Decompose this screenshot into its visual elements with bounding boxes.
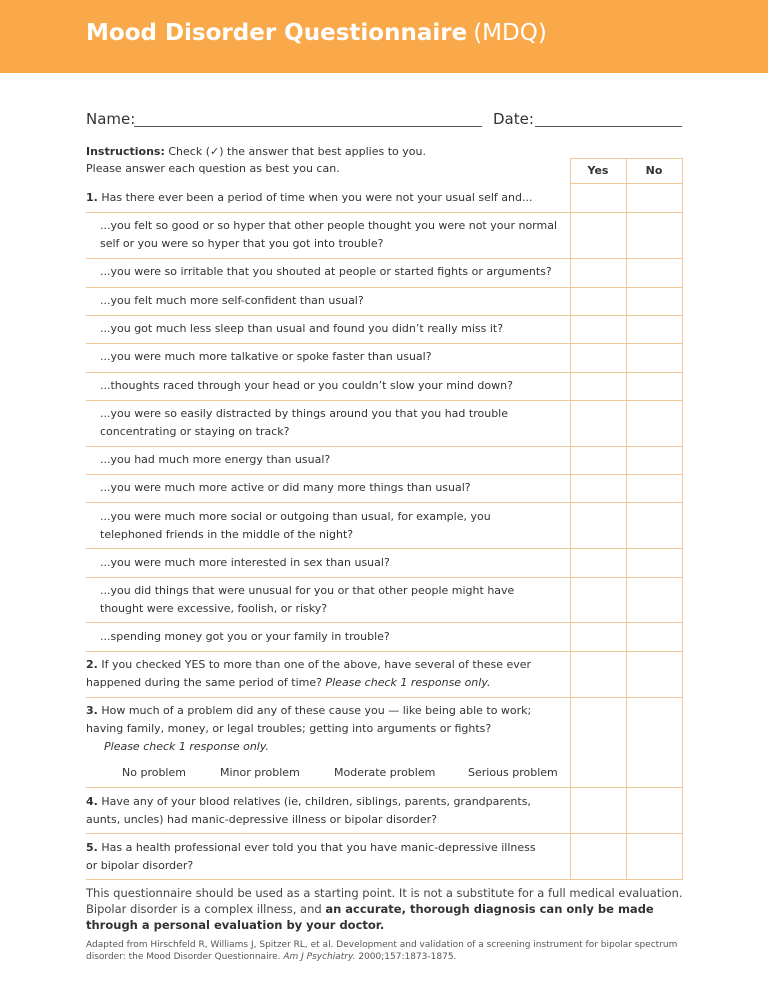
name-label: Name: (86, 110, 136, 128)
sub-question-1b: ...you were so irritable that you shouted at people or started fights or arguments? (100, 265, 552, 278)
grid-line (86, 372, 682, 373)
grid-line (86, 446, 682, 447)
question-2 (86, 656, 556, 692)
option-no-problem: No problem (122, 766, 186, 779)
grid-line (86, 833, 682, 834)
grid-line (86, 577, 682, 578)
question-number: 2. (86, 658, 98, 671)
sub-question-1d: ...you got much less sleep than usual and found you didn’t really miss it? (100, 322, 504, 335)
grid-line (86, 343, 682, 344)
sub-question-1e: ...you were much more talkative or spoke faster than usual? (100, 350, 432, 363)
question-note: Please check 1 response only. (325, 676, 491, 689)
option-serious-problem: Serious problem (468, 766, 558, 779)
checkmark-icon: ✓ (210, 145, 220, 158)
grid-line (86, 622, 682, 623)
title-main: Mood Disorder Questionnaire (86, 20, 468, 46)
question-text: How much of a problem did any of these cause you — like being able to work; having family, money, or legal troubles; getting into arguments or fights? (86, 704, 532, 735)
question-text: Have any of your blood relatives (ie, children, siblings, parents, grandparents, aunts, uncles) had manic-depressive illness or bipolar disorder? (86, 795, 531, 826)
reference-year: 2000;157:1873-1875. (355, 952, 457, 962)
grid-line (682, 158, 683, 880)
question-number: 1. (86, 191, 98, 204)
name-field[interactable] (134, 126, 482, 127)
question-1 (86, 189, 570, 207)
option-minor-problem: Minor problem (220, 766, 300, 779)
grid-line (86, 548, 682, 549)
grid-line (86, 258, 682, 259)
title-abbrev: (MDQ) (473, 20, 547, 46)
reference (86, 939, 686, 963)
sub-question-1g: ...you were so easily distracted by things around you that you had trouble concentrating or staying on track? (100, 407, 509, 438)
question-number: 3. (86, 704, 98, 717)
question-3 (86, 702, 546, 756)
footer-note (86, 885, 686, 933)
yes-column-header: Yes (587, 164, 609, 177)
instructions-line2: Please answer each question as best you can. (86, 162, 340, 175)
date-field[interactable] (535, 126, 682, 127)
grid-line (86, 502, 682, 503)
grid-line (86, 879, 682, 880)
grid-line (626, 158, 627, 880)
reference-journal: Am J Psychiatry. (283, 952, 356, 962)
instructions-lead: Instructions: (86, 145, 165, 158)
grid-line (86, 400, 682, 401)
question-text: If you checked YES to more than one of the above, have several of these ever happened during the same period of time? (86, 658, 532, 689)
sub-question-1c: ...you felt much more self-confident than usual? (100, 294, 364, 307)
sub-question-1l: ...you did things that were unusual for you or that other people might have thought were excessive, foolish, or risky? (100, 584, 515, 615)
instructions-text-a: Check ( (164, 145, 210, 158)
grid-line (86, 474, 682, 475)
no-checkbox[interactable] (627, 184, 682, 212)
grid-line (570, 158, 571, 880)
no-column-header: No (645, 164, 663, 177)
grid-line (86, 212, 682, 213)
question-4 (86, 793, 536, 829)
question-5 (86, 839, 546, 875)
question-number: 5. (86, 841, 98, 854)
sub-question-1i: ...you were much more active or did many more things than usual? (100, 481, 471, 494)
grid-line (86, 787, 682, 788)
grid-line (86, 287, 682, 288)
grid-line (86, 697, 682, 698)
page-title (86, 20, 547, 46)
sub-question-1m: ...spending money got you or your family in trouble? (100, 630, 390, 643)
reference-text: Adapted from Hirschfeld R, Williams J, Spitzer RL, et al. Development and validation of a screening instrument for bipolar spectrum disorder: the Mood Disorder Questionnaire. (86, 940, 678, 962)
yes-checkbox[interactable] (571, 184, 626, 212)
grid-line (86, 315, 682, 316)
date-label: Date: (493, 110, 534, 128)
sub-question-1a: ...you felt so good or so hyper that other people thought you were not your normal self or you were so hyper that you got into trouble? (100, 219, 558, 250)
sub-question-1f: ...thoughts raced through your head or you couldn’t slow your mind down? (100, 379, 513, 392)
question-number: 4. (86, 795, 98, 808)
sub-question-1k: ...you were much more interested in sex than usual? (100, 556, 390, 569)
sub-question-1h: ...you had much more energy than usual? (100, 453, 331, 466)
footer-text: This questionnaire should be used as a starting point. It is not a substitute for a full medical evaluation. Bipolar disorder is a complex illness, and (86, 886, 683, 916)
grid-line (86, 651, 682, 652)
question-text: Has a health professional ever told you that you have manic-depressive illness or bipolar disorder? (86, 841, 536, 872)
instructions-text-b: ) the answer that best applies to you. (219, 145, 426, 158)
option-moderate-problem: Moderate problem (334, 766, 436, 779)
question-note: Please check 1 response only. (104, 740, 269, 753)
sub-question-1j: ...you were much more social or outgoing than usual, for example, you telephoned friends in the middle of the night? (100, 510, 491, 541)
question-text: Has there ever been a period of time when you were not your usual self and... (97, 191, 533, 204)
grid-line (570, 158, 682, 159)
instructions (86, 145, 426, 158)
header-banner (0, 0, 768, 73)
footer-emphasis: an accurate, thorough diagnosis can only be made through a personal evaluation by your doctor. (86, 902, 654, 932)
